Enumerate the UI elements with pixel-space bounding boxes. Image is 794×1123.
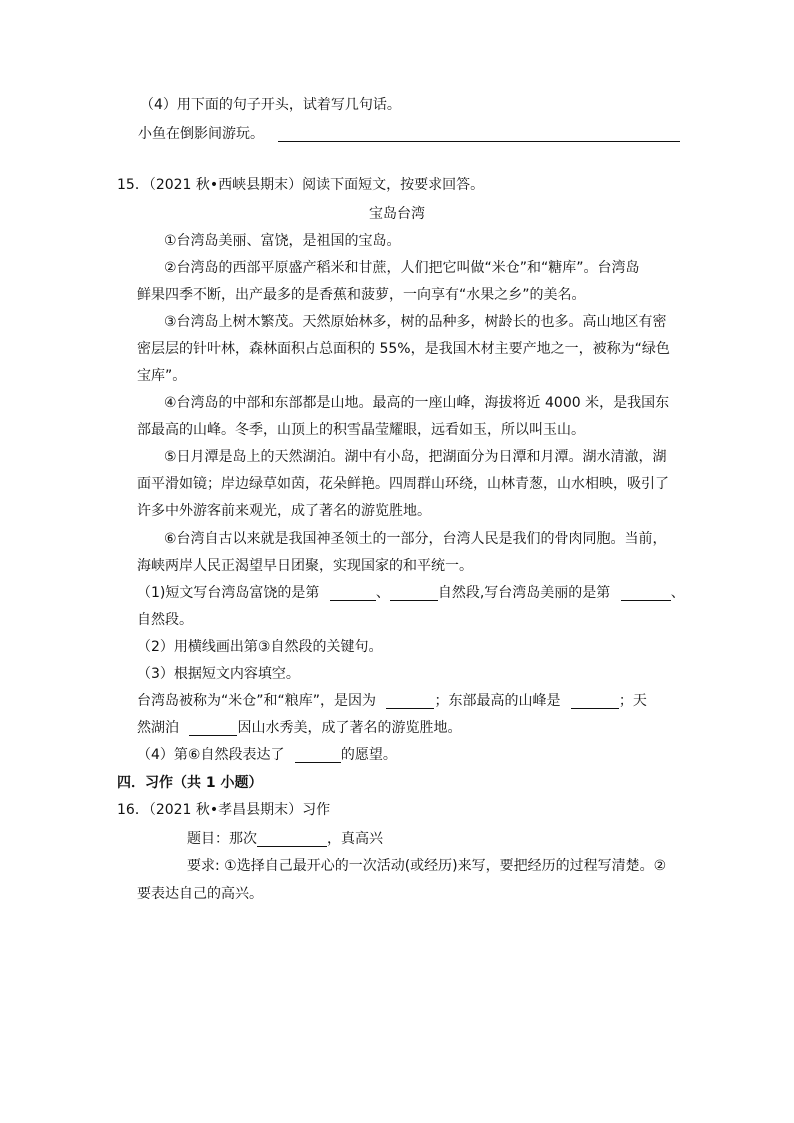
q16-requirement-line-2: 要表达自己的高兴。	[137, 886, 263, 902]
paragraph-4-line-2: 部最高的山峰。冬季，山顶上的积雪晶莹耀眼，远看如玉，所以叫玉山。	[137, 422, 585, 438]
paragraph-6-line-1: ⑥台湾自古以来就是我国神圣领土的一部分，台湾人民是我们的骨肉同胞。当前，	[164, 531, 667, 547]
answer-blank[interactable]	[390, 584, 438, 601]
paragraph-3-line-3: 宝库”。	[137, 368, 187, 384]
sub4-text-b: 的愿望。	[340, 747, 397, 763]
paragraph-3-line-1: ③台湾岛上树木繁茂。天然原始林多，树的品种多，树龄长的也多。高山地区有密	[164, 314, 667, 330]
q16-requirement-line-1: 要求: ①选择自己最开心的一次活动(或经历)来写，要把经历的过程写清楚。②	[187, 858, 667, 874]
q15-header: 15．（2021 秋•西峡县期末）阅读下面短文，按要求回答。	[117, 177, 485, 193]
answer-blank[interactable]	[386, 692, 434, 709]
topic-text-b: ，真高兴	[327, 831, 383, 847]
sub3-text-c: ；天	[618, 693, 647, 709]
q16-header: 16．（2021 秋•孝昌县期末）习作	[117, 802, 331, 818]
paragraph-2-line-2: 鲜果四季不断，出产最多的是香蕉和菠萝，一向享有“水果之乡”的美名。	[137, 287, 586, 303]
sub1-text-b: 、	[375, 585, 390, 601]
paragraph-4-line-1: ④台湾岛的中部和东部都是山地。最高的一座山峰，海拔将近 4000 米，是我国东	[164, 395, 670, 411]
sub3-text-b: ；东部最高的山峰是	[434, 693, 561, 709]
paragraph-5-line-1: ⑤日月潭是岛上的天然湖泊。湖中有小岛，把湖面分为日潭和月潭。湖水清澈，湖	[164, 449, 667, 465]
answer-blank[interactable]	[278, 125, 680, 142]
q14-start-sentence: 小鱼在倒影间游玩。	[138, 126, 264, 142]
q15-sub1	[137, 583, 685, 603]
paragraph-6-line-2: 海峡两岸人民正渴望早日团聚，实现国家的和平统一。	[137, 558, 473, 574]
answer-blank[interactable]	[621, 584, 671, 601]
q15-sub2: （2）用横线画出第③自然段的关键句。	[137, 639, 383, 655]
answer-blank[interactable]	[330, 584, 376, 601]
sub3-text-a: 台湾岛被称为“米仓”和“粮库”，是因为	[137, 693, 377, 709]
answer-blank[interactable]	[295, 746, 341, 763]
q14-sub4: （4）用下面的句子开头，试着写几句话。	[140, 97, 401, 113]
paragraph-3-line-2: 密层层的针叶林，森林面积占总面积的 55%，是我国木材主要产地之一，被称为“绿色	[137, 341, 670, 357]
section-title: 四．习作（共 1 小题）	[117, 775, 263, 791]
passage-title: 宝岛台湾	[369, 206, 425, 222]
sub3-text-d: 然湖泊	[137, 720, 179, 736]
q15-sub1-cont: 自然段。	[137, 612, 193, 628]
q15-sub3-line-2	[137, 718, 461, 738]
paragraph-5-line-3: 许多中外游客前来观光，成了著名的游览胜地。	[137, 503, 431, 519]
q14-answer-line	[138, 124, 680, 144]
q15-sub3-line-1	[137, 691, 647, 711]
sub3-text-e: 因山水秀美，成了著名的游览胜地。	[237, 720, 462, 736]
paragraph-5-line-2: 面平滑如镜；岸边绿草如茵，花朵鲜艳。四周群山环绕，山林青葱，山水相映，吸引了	[137, 476, 669, 492]
q16-topic	[187, 829, 383, 849]
sub1-text-c: 自然段,写台湾岛美丽的是第	[437, 585, 611, 601]
answer-blank[interactable]	[571, 692, 619, 709]
topic-text-a: 题目：那次	[187, 831, 257, 847]
sub4-text-a: （4）第⑥自然段表达了	[137, 747, 285, 763]
paragraph-1: ①台湾岛美丽、富饶，是祖国的宝岛。	[164, 233, 401, 249]
paragraph-2-line-1: ②台湾岛的西部平原盛产稻米和甘蔗，人们把它叫做“米仓”和“糖库”。台湾岛	[164, 260, 640, 276]
q15-sub3: （3）根据短文内容填空。	[137, 666, 300, 682]
sub1-text-d: 、	[670, 585, 685, 601]
sub1-text-a: （1)短文写台湾岛富饶的是第	[137, 585, 320, 601]
q15-sub4	[137, 745, 397, 765]
answer-blank[interactable]	[257, 830, 327, 847]
answer-blank[interactable]	[189, 719, 237, 736]
